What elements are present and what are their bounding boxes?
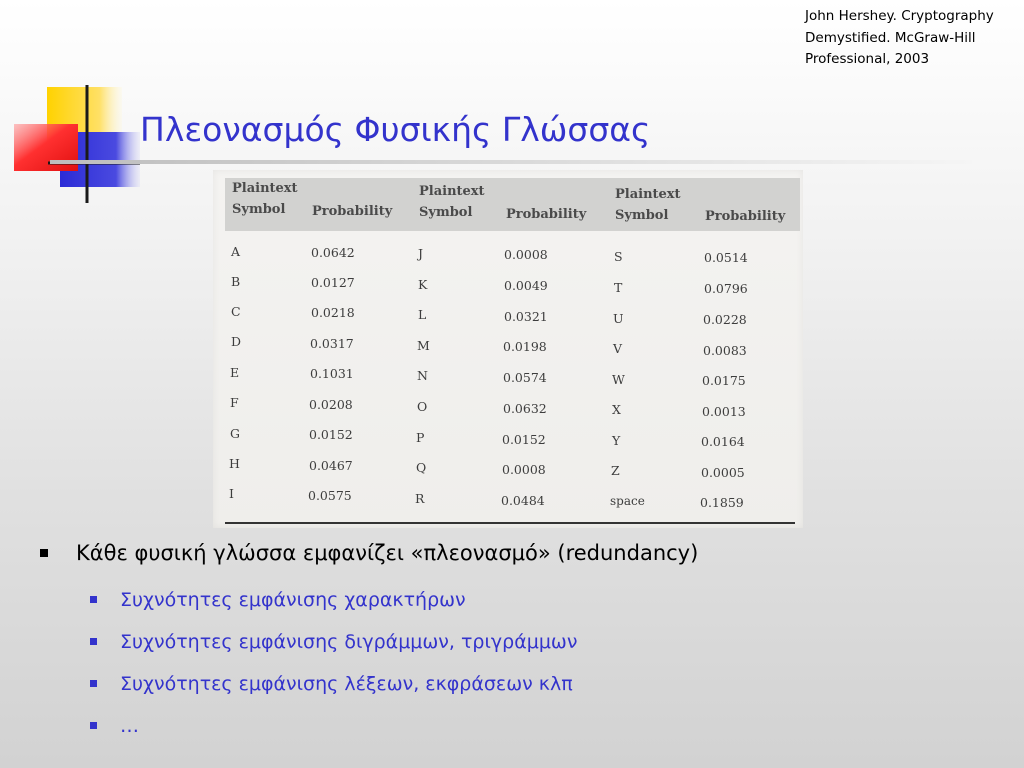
header-line: Symbol — [232, 202, 286, 217]
table-cell-probability: 0.0127 — [311, 275, 355, 290]
table-cell-probability: 0.0198 — [503, 339, 547, 354]
table-cell-probability: 0.0008 — [502, 462, 546, 477]
citation-line: John Hershey. Cryptography — [805, 8, 994, 24]
letter-frequency-table — [213, 170, 803, 528]
square-bullet-icon — [90, 680, 97, 687]
sub-bullet — [90, 589, 466, 611]
bullet-main-text: Κάθε φυσική γλώσσα εμφανίζει «πλεονασμό» (redundancy) — [76, 541, 699, 565]
table-cell-probability: 0.0514 — [704, 250, 748, 265]
table-cell-symbol: J — [418, 246, 424, 261]
table-cell-symbol: A — [231, 244, 241, 259]
table-cell-probability: 0.0083 — [703, 343, 747, 358]
table-cell-probability: 0.0164 — [701, 434, 745, 449]
citation-line: Demystified. McGraw-Hill — [805, 29, 976, 46]
table-cell-symbol: C — [231, 304, 241, 319]
table-cell-symbol: G — [230, 426, 240, 441]
table-cell-symbol: I — [229, 486, 234, 501]
table-cell-symbol: Z — [611, 463, 620, 478]
square-bullet-icon — [90, 722, 97, 729]
table-cell-probability: 0.0152 — [502, 432, 546, 447]
table-cell-probability: 0.0208 — [309, 397, 353, 412]
header-line: Symbol — [615, 208, 669, 223]
table-cell-symbol: X — [612, 402, 621, 417]
table-cell-symbol: E — [230, 365, 240, 380]
table-cell-symbol: P — [416, 430, 425, 445]
slide-title: Πλεονασμός Φυσικής Γλώσσας — [140, 110, 651, 149]
table-cell-symbol: Q — [416, 460, 427, 475]
square-bullet-icon — [90, 638, 97, 645]
table-cell-symbol: R — [415, 491, 425, 506]
header-symbol — [419, 184, 485, 221]
table-cell-probability: 0.0228 — [703, 312, 747, 327]
sub-bullet — [90, 631, 577, 653]
header-symbol — [232, 181, 298, 218]
table-cell-symbol: H — [229, 456, 240, 471]
table-cell-symbol: B — [231, 274, 241, 289]
bullet-main — [40, 541, 698, 565]
table-cell-symbol: S — [614, 249, 623, 264]
square-bullet-icon — [90, 596, 97, 603]
header-probability: Probability — [506, 207, 587, 222]
header-symbol — [615, 187, 681, 224]
table-cell-probability: 0.0218 — [311, 305, 355, 320]
table-cell-probability: 0.1859 — [700, 495, 744, 510]
sub-bullet-text: Συχνότητες εμφάνισης διγράμμων, τριγράμμων — [120, 631, 578, 653]
decorative-squares-logo — [0, 0, 140, 210]
citation-line: Professional, 2003 — [805, 51, 930, 67]
table-cell-probability: 0.0467 — [309, 458, 353, 473]
table-cell-symbol: U — [613, 311, 624, 326]
table-cell-symbol: space — [610, 494, 645, 508]
title-divider — [50, 160, 972, 164]
table-cell-symbol: Y — [612, 433, 621, 448]
table-cell-probability: 0.0317 — [310, 336, 354, 351]
table-cell-symbol: V — [613, 341, 623, 356]
header-line: Plaintext — [419, 184, 485, 199]
table-cell-probability: 0.0575 — [308, 488, 352, 503]
table-cell-probability: 0.0049 — [504, 278, 548, 293]
sub-bullet — [90, 673, 573, 695]
table-cell-probability: 0.1031 — [310, 366, 354, 381]
header-line: Symbol — [419, 205, 473, 220]
table-cell-probability: 0.0642 — [311, 245, 355, 260]
table-cell-probability: 0.0175 — [702, 373, 746, 388]
header-probability: Probability — [705, 209, 786, 224]
table-cell-symbol: M — [417, 338, 430, 353]
table-cell-probability: 0.0008 — [504, 247, 548, 262]
square-bullet-icon — [40, 549, 48, 557]
table-cell-symbol: W — [612, 372, 625, 387]
header-line: Plaintext — [232, 181, 298, 196]
sub-bullet-text: Συχνότητες εμφάνισης χαρακτήρων — [120, 589, 466, 611]
table-cell-symbol: O — [417, 399, 428, 414]
table-cell-probability: 0.0013 — [702, 404, 746, 419]
sub-bullet-text: Συχνότητες εμφάνισης λέξεων, εκφράσεων κλπ — [120, 673, 573, 695]
table-cell-symbol: N — [417, 368, 428, 383]
table-cell-symbol: F — [230, 395, 239, 410]
table-cell-probability: 0.0796 — [704, 281, 748, 296]
table-cell-probability: 0.0005 — [701, 465, 745, 480]
citation — [805, 6, 1020, 71]
sub-bullet — [90, 715, 139, 737]
table-cell-probability: 0.0632 — [503, 401, 547, 416]
table-cell-probability: 0.0484 — [501, 493, 545, 508]
header-line: Plaintext — [615, 187, 681, 202]
table-cell-probability: 0.0574 — [503, 370, 547, 385]
table-bottom-rule — [225, 522, 795, 524]
table-cell-probability: 0.0152 — [309, 427, 353, 442]
table-cell-symbol: D — [231, 334, 242, 349]
sub-bullet-text: … — [120, 715, 139, 737]
table-cell-symbol: L — [418, 307, 427, 322]
table-cell-symbol: K — [418, 277, 428, 292]
table-cell-symbol: T — [614, 280, 623, 295]
table-cell-probability: 0.0321 — [504, 309, 548, 324]
header-probability: Probability — [312, 204, 393, 219]
